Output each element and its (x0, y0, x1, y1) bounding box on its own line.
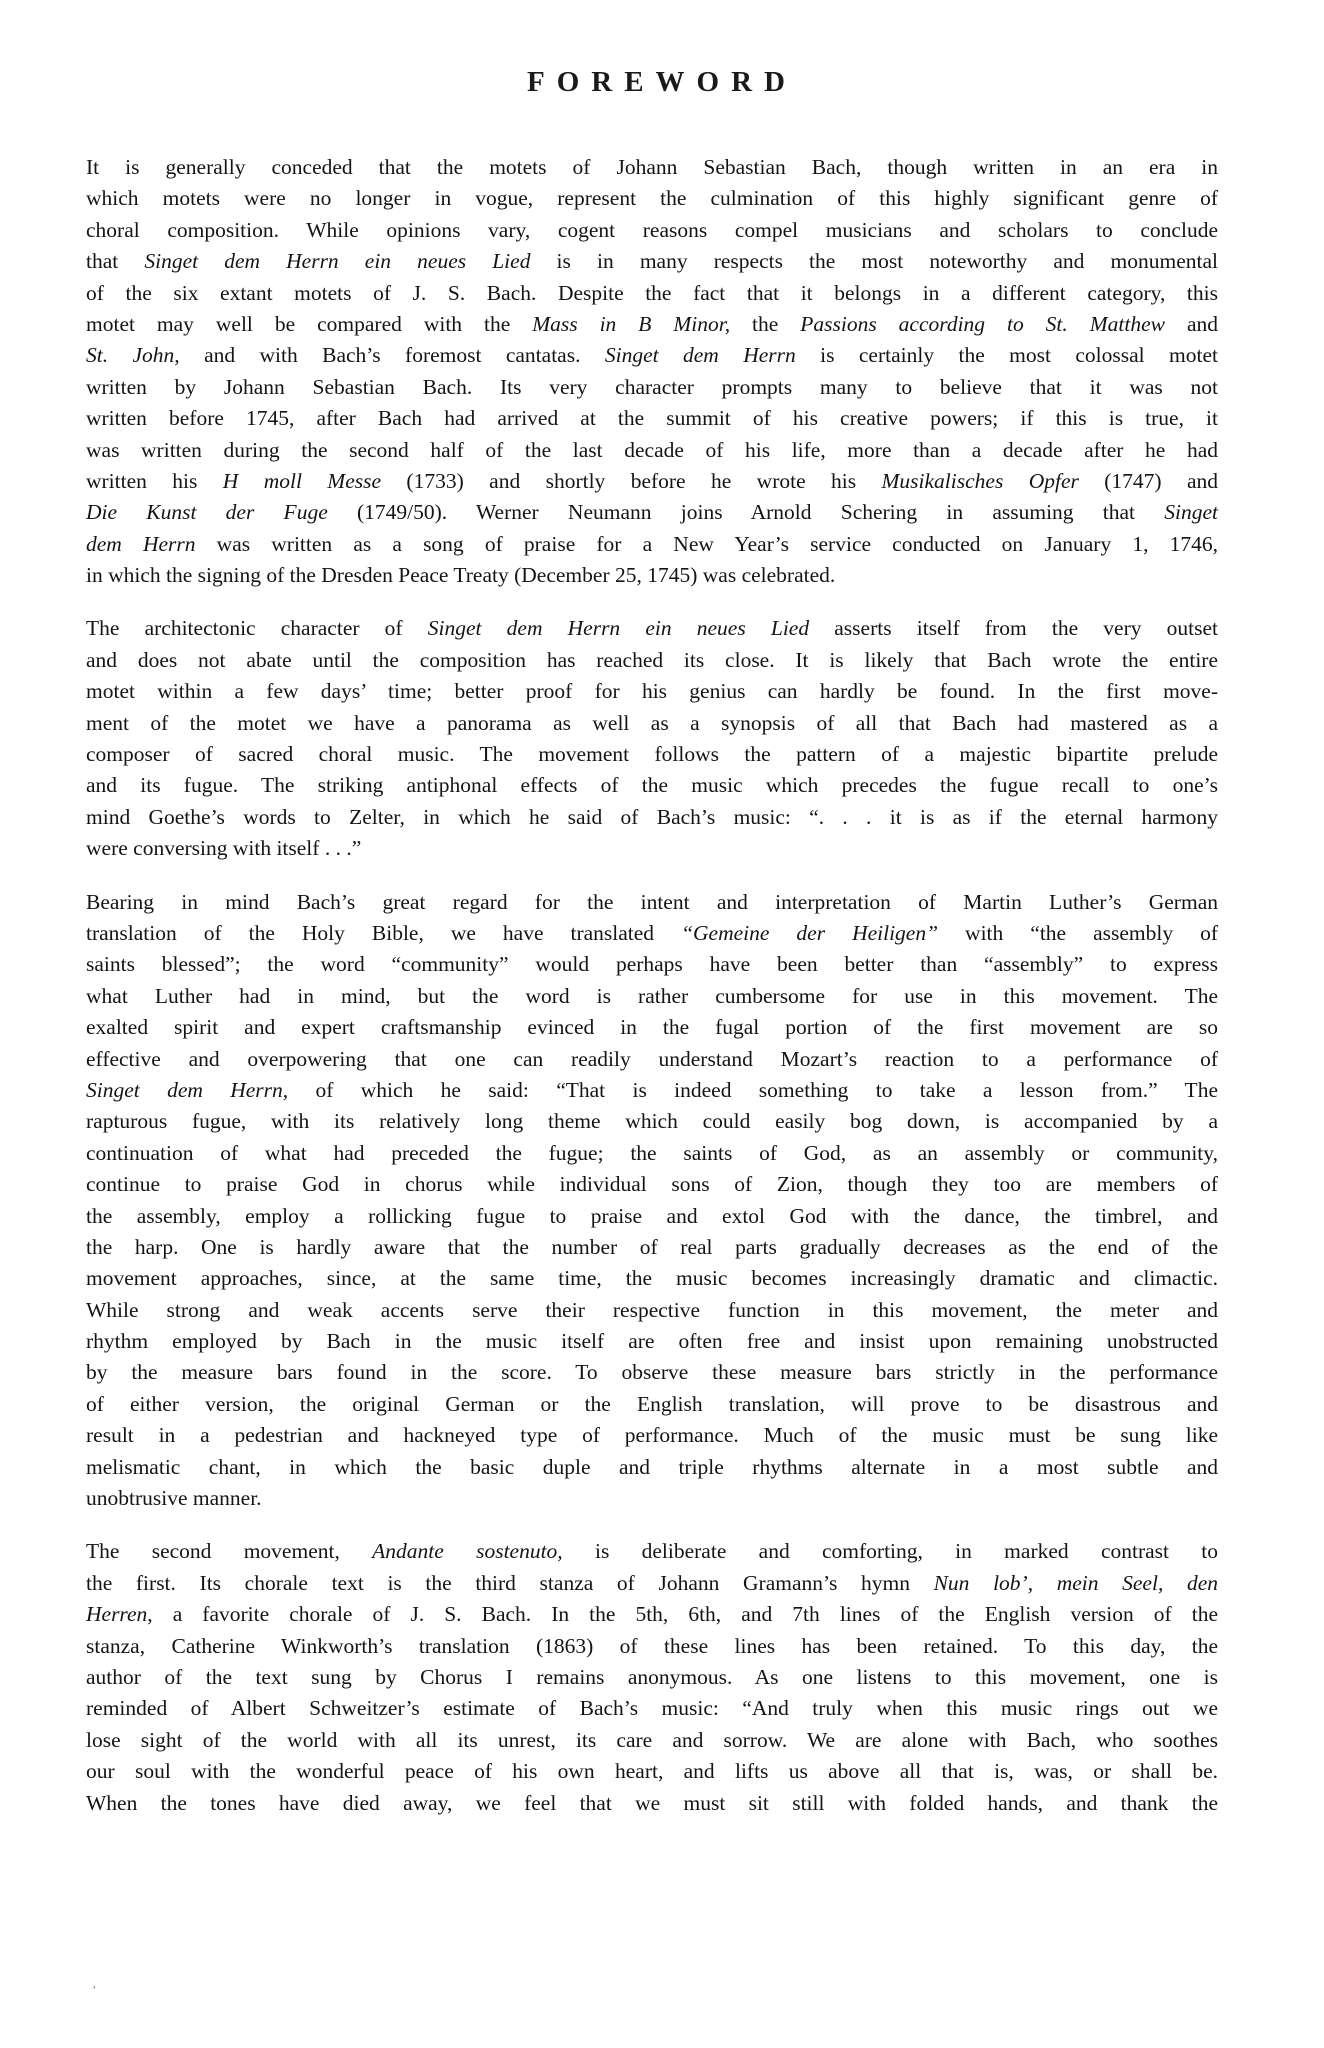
text-segment: of the six extant motets of J. S. Bach. Despite the fact that it belongs in a different category, this (86, 280, 1218, 305)
paragraph (86, 887, 1218, 1515)
text-segment: continuation of what had preceded the fugue; the saints of God, as an assembly or community, (86, 1140, 1218, 1165)
text-line (86, 246, 1218, 277)
text-segment: written by Johann Sebastian Bach. Its very character prompts many to believe that it was not (86, 374, 1218, 399)
italic-title-text: Singet dem Herrn ein neues Lied (144, 249, 531, 274)
italic-title-text: Passions according to St. Matthew (800, 311, 1165, 336)
text-segment: effective and overpowering that one can readily understand Mozart’s reaction to a performance of (86, 1046, 1218, 1071)
text-segment: was written as a song of praise for a New Year’s service conducted on January 1, 1746, (195, 531, 1218, 556)
text-segment: and its fugue. The striking antiphonal effects of the music which precedes the fugue recall to one’s (86, 773, 1218, 798)
text-segment: author of the text sung by Chorus I remains anonymous. As one listens to this movement, one is (86, 1664, 1218, 1689)
text-line (86, 1232, 1218, 1263)
text-segment: and does not abate until the composition has reached its close. It is likely that Bach wrote the entire (86, 647, 1218, 672)
text-segment: melismatic chant, in which the basic duple and triple rhythms alternate in a most subtle and (86, 1454, 1218, 1479)
italic-title-text: Mass in B Minor, (532, 311, 731, 336)
text-segment: is in many respects the most noteworthy and monumental (530, 249, 1219, 274)
text-line (86, 1725, 1218, 1756)
text-segment: which motets were no longer in vogue, represent the culmination of this highly significant genre of (86, 186, 1218, 211)
text-segment: is certainly the most colossal motet (795, 343, 1218, 368)
text-segment: rapturous fugue, with its relatively long theme which could easily bog down, is accompanied by a (86, 1109, 1218, 1134)
text-segment: saints blessed”; the word “community” would perhaps have been better than “assembly” to express (86, 952, 1218, 977)
italic-title-text: Die Kunst der Fuge (86, 500, 328, 525)
text-line (86, 1201, 1218, 1232)
text-line (86, 466, 1218, 497)
text-segment: When the tones have died away, we feel that we must sit still with folded hands, and thank the (86, 1790, 1218, 1815)
text-line (86, 152, 1218, 183)
text-line (86, 1568, 1218, 1599)
text-line (86, 215, 1218, 246)
paragraph (86, 613, 1218, 864)
text-segment: composer of sacred choral music. The movement follows the pattern of a majestic bipartite prelude (86, 742, 1218, 767)
text-line (86, 1169, 1218, 1200)
text-line (86, 918, 1218, 949)
text-line (86, 1357, 1218, 1388)
text-line (86, 1452, 1218, 1483)
text-line (86, 770, 1218, 801)
text-line (86, 708, 1218, 739)
text-segment: a favorite chorale of J. S. Bach. In the 5th, 6th, and 7th lines of the English version of the (152, 1602, 1218, 1627)
text-segment: The architectonic character of (86, 616, 428, 641)
scan-artifact-mark: ʾ (92, 1985, 97, 2000)
italic-title-text: “Gemeine der Heiligen” (681, 920, 939, 945)
text-segment: of either version, the original German or the English translation, will prove to be disastrous and (86, 1391, 1218, 1416)
text-line (86, 529, 1218, 560)
text-line (86, 1483, 1218, 1514)
text-segment: by the measure bars found in the score. To observe these measure bars strictly in the performance (86, 1360, 1218, 1385)
text-line (86, 1389, 1218, 1420)
text-line (86, 497, 1218, 528)
text-line (86, 645, 1218, 676)
page-title: FOREWORD (527, 66, 797, 98)
text-line (86, 1420, 1218, 1451)
text-segment: lose sight of the world with all its unrest, its care and sorrow. We are alone with Bach, who soothes (86, 1727, 1218, 1752)
text-line (86, 981, 1218, 1012)
text-line (86, 278, 1218, 309)
text-segment: written his (86, 468, 223, 493)
italic-title-text: dem Herrn (86, 531, 196, 556)
text-segment: that (86, 249, 145, 274)
text-segment: the harp. One is hardly aware that the number of real parts gradually decreases as the end of the (86, 1234, 1218, 1259)
text-segment: of which he said: “That is indeed something to take a lesson from.” The (288, 1077, 1218, 1102)
text-segment: what Luther had in mind, but the word is rather cumbersome for use in this movement. The (86, 983, 1218, 1008)
text-segment: The second movement, (86, 1539, 373, 1564)
text-segment: Bearing in mind Bach’s great regard for the intent and interpretation of Martin Luther’s German (86, 889, 1218, 914)
text-line (86, 372, 1218, 403)
italic-title-text: Singet dem Herrn, (86, 1077, 289, 1102)
text-segment: (1747) and (1078, 468, 1219, 493)
italic-title-text: Singet dem Herrn (604, 343, 796, 368)
text-line (86, 1106, 1218, 1137)
text-segment: result in a pedestrian and hackneyed type of performance. Much of the music must be sung like (86, 1423, 1218, 1448)
italic-title-text: Singet dem Herrn ein neues Lied (427, 616, 810, 641)
italic-title-text: Andante sostenuto, (372, 1539, 563, 1564)
italic-title-text: Musikalisches Opfer (881, 468, 1079, 493)
italic-title-text: St. John, (86, 343, 180, 368)
text-line (86, 309, 1218, 340)
text-segment: translation of the Holy Bible, we have translated (86, 920, 682, 945)
text-line (86, 1044, 1218, 1075)
text-line (86, 1138, 1218, 1169)
text-line (86, 676, 1218, 707)
text-segment: the assembly, employ a rollicking fugue to praise and extol God with the dance, the timbrel, and (86, 1203, 1218, 1228)
paragraph (86, 1536, 1218, 1819)
italic-title-text: Singet (1164, 500, 1218, 525)
text-line (86, 1536, 1218, 1567)
text-line (86, 1631, 1218, 1662)
text-segment: were conversing with itself . . .” (86, 836, 362, 861)
text-segment: movement approaches, since, at the same time, the music becomes increasingly dramatic and climactic. (86, 1266, 1218, 1291)
text-line (86, 435, 1218, 466)
text-line (86, 560, 1218, 591)
text-segment: and (1164, 311, 1218, 336)
text-line (86, 1662, 1218, 1693)
text-segment: stanza, Catherine Winkworth’s translation (1863) of these lines has been retained. To this day, the (86, 1633, 1218, 1658)
text-segment: the (730, 311, 801, 336)
text-segment: written before 1745, after Bach had arrived at the summit of his creative powers; if this is true, it (86, 406, 1218, 431)
text-segment: It is generally conceded that the motets of Johann Sebastian Bach, though written in an era in (86, 155, 1218, 179)
text-segment: with “the assembly of (938, 920, 1218, 945)
text-segment: (1749/50). Werner Neumann joins Arnold Schering in assuming that (327, 500, 1165, 525)
text-segment: the first. Its chorale text is the third stanza of Johann Gramann’s hymn (86, 1570, 934, 1595)
text-segment: choral composition. While opinions vary, cogent reasons compel musicians and scholars to conclude (86, 217, 1218, 242)
italic-title-text: H moll Messe (222, 468, 382, 493)
text-segment: unobtrusive manner. (86, 1486, 262, 1511)
text-line (86, 1788, 1218, 1819)
text-line (86, 1599, 1218, 1630)
text-segment: ment of the motet we have a panorama as well as a synopsis of all that Bach had mastered as a (86, 710, 1218, 735)
italic-title-text: Nun lob’, mein Seel, den (933, 1570, 1218, 1595)
text-line (86, 739, 1218, 770)
text-segment: motet may well be compared with the (86, 311, 533, 336)
text-line (86, 1263, 1218, 1294)
text-segment: mind Goethe’s words to Zelter, in which he said of Bach’s music: “. . . it is as if the eternal harmony (86, 804, 1218, 829)
text-segment: and with Bach’s foremost cantatas. (179, 343, 605, 368)
text-line (86, 887, 1218, 918)
text-segment: While strong and weak accents serve their respective function in this movement, the meter and (86, 1297, 1218, 1322)
text-segment: in which the signing of the Dresden Peace Treaty (December 25, 1745) was celebrated. (86, 563, 836, 588)
foreword-body (86, 152, 1218, 1841)
text-line (86, 183, 1218, 214)
text-line (86, 1295, 1218, 1326)
text-segment: exalted spirit and expert craftsmanship evinced in the fugal portion of the first movement are so (86, 1015, 1218, 1040)
text-segment: (1733) and shortly before he wrote his (381, 468, 882, 493)
text-segment: was written during the second half of the last decade of his life, more than a decade after he had (86, 437, 1218, 462)
text-line (86, 1012, 1218, 1043)
text-line (86, 340, 1218, 371)
text-line (86, 802, 1218, 833)
text-line (86, 1075, 1218, 1106)
text-line (86, 1693, 1218, 1724)
text-segment: reminded of Albert Schweitzer’s estimate of Bach’s music: “And truly when this music rings out we (86, 1696, 1218, 1721)
text-line (86, 949, 1218, 980)
text-segment: asserts itself from the very outset (809, 616, 1218, 641)
text-line (86, 403, 1218, 434)
text-line (86, 833, 1218, 864)
text-line (86, 1756, 1218, 1787)
text-segment: our soul with the wonderful peace of his own heart, and lifts us above all that is, was, or shall be. (86, 1759, 1218, 1784)
text-line (86, 613, 1218, 644)
text-segment: continue to praise God in chorus while individual sons of Zion, though they too are members of (86, 1172, 1218, 1197)
text-segment: is deliberate and comforting, in marked contrast to (562, 1539, 1219, 1564)
paragraph (86, 152, 1218, 591)
text-segment: motet within a few days’ time; better proof for his genius can hardly be found. In the first move- (86, 679, 1218, 704)
text-line (86, 1326, 1218, 1357)
text-segment: rhythm employed by Bach in the music itself are often free and insist upon remaining unobstructed (86, 1329, 1218, 1354)
italic-title-text: Herren, (86, 1602, 153, 1627)
